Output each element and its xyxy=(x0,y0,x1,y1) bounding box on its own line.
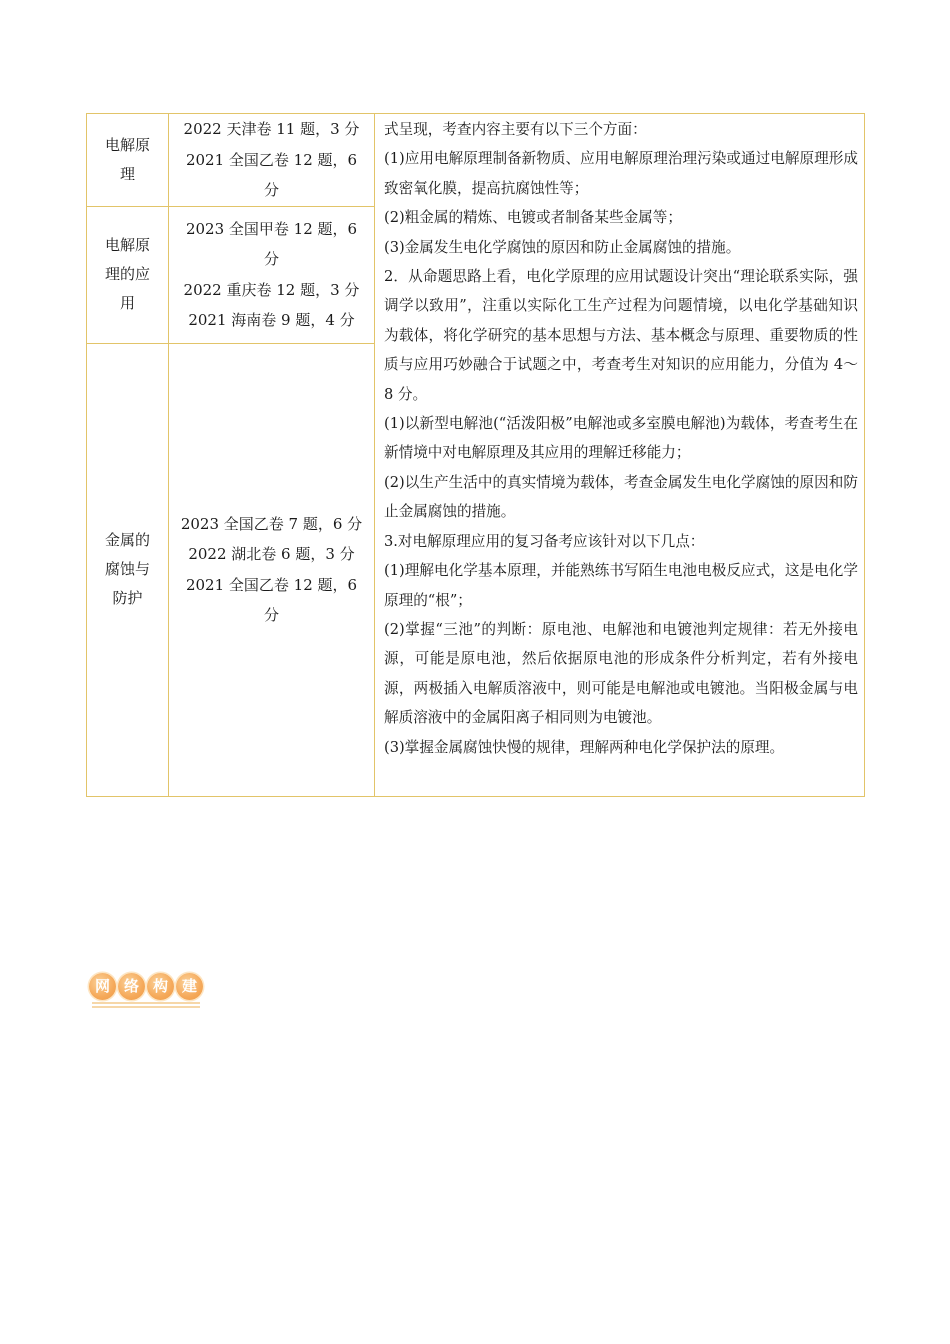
topic-cell xyxy=(87,343,169,796)
analysis-paragraph: (3)金属发生电化学腐蚀的原因和防止金属腐蚀的措施。 xyxy=(384,238,741,256)
source-line: 分 xyxy=(263,181,279,199)
exam-analysis-table xyxy=(86,113,865,797)
topic-line: 防护 xyxy=(112,589,143,607)
source-cell xyxy=(169,114,375,207)
topic-line: 金属的 xyxy=(104,531,150,549)
source-cell xyxy=(169,343,375,796)
source-line: 分 xyxy=(263,606,279,624)
source-line: 2021 全国乙卷 12 题，6 xyxy=(185,150,358,169)
source-line: 2023 全国甲卷 12 题，6 xyxy=(185,219,358,238)
analysis-paragraph: 3.对电解原理应用的复习备考应该针对以下几点： xyxy=(384,532,705,550)
topic-line: 电解原 xyxy=(104,236,150,254)
badge-char: 网 xyxy=(89,973,116,1000)
badge-underline xyxy=(92,1006,200,1008)
source-line: 2022 天津卷 11 题，3 分 xyxy=(183,120,360,138)
topic-line: 用 xyxy=(119,294,135,312)
topic-line: 腐蚀与 xyxy=(104,560,150,578)
section-heading-badge xyxy=(88,971,204,1009)
badge-char: 构 xyxy=(147,973,174,1000)
source-line: 分 xyxy=(263,250,279,268)
topic-line: 理 xyxy=(119,164,135,183)
topic-cell xyxy=(87,206,169,343)
source-line: 2023 全国乙卷 7 题，6 分 xyxy=(180,514,363,533)
source-line: 2022 重庆卷 12 题，3 分 xyxy=(183,280,360,299)
analysis-paragraph: (2)粗金属的精炼、电镀或者制备某些金属等； xyxy=(384,209,682,227)
topic-line: 理的应 xyxy=(104,265,150,283)
analysis-paragraph: (1)以新型电解池(“活泼阳极”电解池或多室膜电解池)为载体，考查考生在新情境中对电解原理及其应用的理解迁移能力； xyxy=(384,415,858,462)
analysis-paragraph: (2)掌握“三池”的判断：原电池、电解池和电镀池判定规律：若无外接电源，可能是原电池，然后依据原电池的形成条件分析判定，若有外接电源，两极插入电解质溶液中，则可能是电解池或电镀池。当阳极金属与电解质溶液中的金属阳离子相同则为电镀池。 xyxy=(384,620,858,727)
table-row xyxy=(87,114,865,207)
analysis-paragraph: 式呈现，考查内容主要有以下三个方面： xyxy=(384,121,647,138)
topic-cell xyxy=(87,114,169,207)
analysis-paragraph: (1)应用电解原理制备新物质、应用电解原理治理污染或通过电解原理形成致密氧化膜，提高抗腐蚀性等； xyxy=(384,150,858,197)
analysis-paragraph: (1)理解电化学基本原理，并能熟练书写陌生电池电极反应式，这是电化学原理的“根”； xyxy=(384,562,858,609)
source-line: 2021 海南卷 9 题，4 分 xyxy=(188,311,355,329)
analysis-paragraph: (2)以生产生活中的真实情境为载体，考查金属发生电化学腐蚀的原因和防止金属腐蚀的措施。 xyxy=(384,473,858,521)
analysis-cell xyxy=(375,114,865,797)
badge-underline xyxy=(92,1002,200,1004)
analysis-paragraph: 2．从命题思路上看，电化学原理的应用试题设计突出“理论联系实际，强调学以致用”，注重以实际化工生产过程为问题情境，以电化学基础知识为载体，将化学研究的基本思想与方法、基本概念与原理、重要物质的性质与应用巧妙融合于试题之中，考查考生对知识的应用能力，分值为 4～8 分。 xyxy=(384,268,858,403)
source-cell xyxy=(169,206,375,343)
badge-char: 络 xyxy=(118,973,145,1000)
analysis-paragraph: (3)掌握金属腐蚀快慢的规律，理解两种电化学保护法的原理。 xyxy=(384,738,785,756)
source-line: 2021 全国乙卷 12 题，6 xyxy=(185,575,358,594)
badge-char: 建 xyxy=(176,973,203,1000)
source-line: 2022 湖北卷 6 题，3 分 xyxy=(188,545,355,563)
topic-line: 电解原 xyxy=(104,135,150,154)
